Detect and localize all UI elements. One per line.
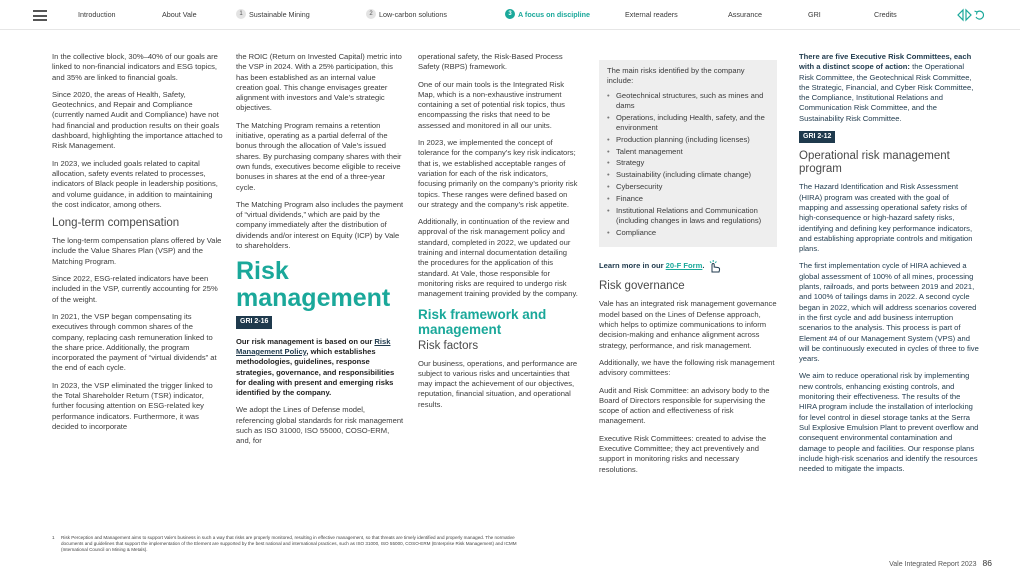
- nav-gri[interactable]: GRI: [808, 10, 821, 19]
- list-item: • Geotechnical structures, such as mines and dams: [607, 91, 769, 112]
- paragraph: In 2021, the VSP began compensating its executives through common shares of the company, replacing cash remuneration linked to the share price. Additionally, the program incorporated the payment of “virtual dividends” at the end of each cycle.: [52, 311, 217, 373]
- gri-badge: GRI 2-12: [799, 131, 835, 143]
- section-title-risk-management: Risk management: [236, 257, 391, 313]
- nav-credits[interactable]: Credits: [874, 10, 897, 19]
- footnote-number: 1: [52, 535, 55, 540]
- pointer-hand-icon: [707, 259, 723, 273]
- paragraph: We adopt the Lines of Defense model, referencing global standards for risk management such as ISO 31000, ISO 55000, COSO-ERM, and, for: [236, 405, 404, 446]
- paragraph: Additionally, we have the following risk management advisory committees:: [599, 357, 775, 378]
- paragraph: The first implementation cycle of HIRA achieved a global assessment of 100% of all mines, processing plants, railroads, and ports between 2019 and 2021, and 100% of tailings dams in 2022. A second cycle began in 2022, which will address scenarios covered in the first cycle and add business interruption scenarios to the analysis. This process is part of Element #4 of our Management System (VPS) and will be continuously executed in cycles of three to five years.: [799, 261, 979, 364]
- list-item: • Compliance: [607, 228, 769, 238]
- paragraph: In 2023, the VSP eliminated the trigger linked to the Total Shareholder Return (TSR) indicator, further focusing attention on ESG-related key performance indicators. Furthermore, it was decided to incorporate: [52, 380, 213, 431]
- paragraph: We aim to reduce operational risk by implementing new controls, enhancing existing controls, and monitoring their effectiveness. The results of the HIRA program include the installation of interlocking for level control in diesel storage tanks at the Serra Sul Explosive Emulsion Plant to prevent overflow and consequent environmental contamination and damage to people and facilities. Our response plans include high-risk scenarios and identify the resources needed to mitigate the impacts.: [799, 371, 979, 474]
- long-term-compensation-heading: Long-term compensation: [52, 217, 180, 230]
- previous-page-icon[interactable]: [958, 10, 963, 20]
- gri-badge: GRI 2-16: [236, 316, 272, 328]
- paragraph: Additionally, in continuation of the review and approval of the risk management policy and standard, completed in 2022, we updated our training and internal documentation detailing the procedures for the application of this standard. At Vale, those responsible for monitoring risks are required to undergo risk management training provided by the company.: [418, 217, 578, 299]
- column-5: [799, 52, 979, 481]
- executive-committees-lead: There are five Executive Risk Committees, each with a distinct scope of action: the Operational Risk Committee, the Geotechnical Risk Committee, the Strategic, Financial, and Cyber Risk Committee, the Compliance, Institutional Relations and Communication Risk Committee, and the Sustainability Risk Committee.: [799, 52, 974, 123]
- page-navigation-arrows: [957, 8, 985, 22]
- operational-risk-heading: Operational risk management program: [799, 150, 950, 176]
- paragraph: In 2023, we included goals related to capital allocation, safety events related to processes, indicators of Black people in leadership positions, and volume guidance, in addition to maintaining the cost indicator, among others.: [52, 158, 218, 209]
- paragraph: The Hazard Identification and Risk Assessment (HIRA) program was created with the goal of mapping and assessing operational safety risks of high-consequence or high-hazard safety risks, identifying and defining key performance indicators, and establishing appropriate controls and mitigation plans.: [799, 182, 973, 254]
- top-navigation: [0, 0, 1020, 30]
- 20f-form-link[interactable]: 20-F Form: [665, 261, 703, 271]
- nav-number-badge: 2: [366, 9, 376, 19]
- page-footer: [889, 558, 992, 568]
- list-item: • Operations, including Health, safety, and the environment: [607, 113, 769, 134]
- paragraph: Vale has an integrated risk management governance model based on the Lines of Defense approach, which helps to optimize communications to inform decision-making and enhance alignment across strategy, performance, and risk management.: [599, 299, 777, 350]
- report-name: Vale Integrated Report 2023: [889, 561, 977, 568]
- learn-more: Learn more in our 20-F Form.: [599, 259, 777, 273]
- paragraph: The Matching Program remains a retention initiative, operating as a partial deferral of the bonus through the allocation of Vale’s issued shares. By purchasing company shares with their own funds, executives become eligible to receive bonuses in shares at the end of a three-year cycle.: [236, 120, 402, 192]
- paragraph: The long-term compensation plans offered by Vale include the Value Shares Plan (VSP) and the Matching Program.: [52, 236, 222, 266]
- nav-focus-on-discipline[interactable]: 3 A focus on discipline: [505, 10, 590, 20]
- main-risks-box: [599, 60, 777, 247]
- paragraph: The Matching Program also includes the payment of “virtual dividends,” which are paid by the company immediately after the distribution of dividends and/or interest on Equity (ICP) by Vale to shareholders.: [236, 199, 404, 251]
- main-risks-list: [607, 91, 769, 238]
- paragraph: Audit and Risk Committee: an advisory body to the Board of Directors responsible for supervising the scope of action and effectiveness of risk management.: [599, 385, 770, 426]
- list-item: • Finance: [607, 194, 769, 204]
- list-item: • Talent management: [607, 147, 769, 157]
- paragraph: In the collective block, 30%–40% of our goals are linked to non-financial indicators and ESG topics, and 35% are linked to financial goals.: [52, 52, 218, 82]
- column-2: [236, 52, 404, 454]
- risk-governance-heading: Risk governance: [599, 280, 685, 293]
- page-number: 86: [982, 558, 992, 568]
- column-1: [52, 52, 224, 439]
- column-3: [418, 52, 578, 417]
- back-arrowhead-icon: [975, 11, 978, 15]
- list-item: • Production planning (including licenses): [607, 135, 769, 145]
- nav-low-carbon-solutions[interactable]: 2 Low-carbon solutions: [366, 10, 447, 20]
- nav-introduction[interactable]: Introduction: [78, 10, 116, 19]
- nav-about-vale[interactable]: About Vale: [162, 10, 197, 19]
- paragraph: Our business, operations, and performance are subject to various risks and uncertainties that may impact the achievement of our objectives, reputation, financial situation, and operational results.: [418, 358, 578, 409]
- column-4: [599, 60, 777, 482]
- footnote-text: Risk Perception and Management aims to support Vale’s business in such a way that risks are properly monitored, resulting in effective management, so that threats are timely identified and properly managed. The normative documents and guidelines that support the implementation of the Element are supported by the best national and international practices, such as ISO 31000, ISO 55000, COSO-ERM (Enterprise Risk Management) and ICMM (International Council on Mining & Metals).: [61, 535, 517, 552]
- list-item: • Institutional Relations and Communication (including changes in laws and regulations): [607, 206, 769, 227]
- paragraph: operational safety, the Risk-Based Process Safety (RBPS) framework.: [418, 52, 563, 72]
- paragraph: In 2023, we implemented the concept of tolerance for the company’s key risk indicators; that is, we established acceptable ranges of variation for each of the risk indicators, focusing primarily on the company’s priority risk topics. These ranges were defined based on our strategy and the company’s risk appetite.: [418, 138, 578, 209]
- nav-external-readers[interactable]: External readers: [625, 10, 678, 19]
- list-item: • Strategy: [607, 158, 769, 168]
- next-page-icon[interactable]: [966, 10, 971, 20]
- paragraph: Since 2020, the areas of Health, Safety, Geotechnics, and Repair and Compliance (currently named Audit and Compliance) have not had financial and production results on their goals dashboard, highlighting the importance attached to Risk Management.: [52, 89, 223, 151]
- hamburger-menu-icon[interactable]: [33, 10, 47, 21]
- nav-assurance[interactable]: Assurance: [728, 10, 762, 19]
- nav-number-badge: 3: [505, 9, 515, 19]
- footnote: [52, 535, 522, 553]
- risk-framework-heading: Risk framework and management: [418, 306, 547, 337]
- paragraph: One of our main tools is the Integrated Risk Map, which is a non-exhaustive instrument containing a set of potential risk topics, thus encompassing the risks that need to be assessed and monitored in all our units.: [418, 79, 565, 130]
- risk-management-lead: Our risk management is based on our Risk Management Policy, which establishes methodologies, guidelines, response strategies, governance, and responsibilities for dealing with present and emerging risks identified by the company.: [236, 336, 395, 398]
- risk-factors-heading: Risk factors: [418, 339, 479, 352]
- paragraph: Since 2022, ESG-related indicators have been included in the VSP, currently accounting for 25% of the weight.: [52, 274, 218, 304]
- paragraph: Executive Risk Committees: created to advise the Executive Committee; they act preventively and support in monitoring risks and necessary resolutions.: [599, 433, 767, 474]
- paragraph: the ROIC (Return on Invested Capital) metric into the VSP in 2024. With a 25% participation, this has been established as an internal value creation goal. This change envisages greater alignment with investors and Vale’s strategic objectives.: [236, 52, 402, 113]
- risk-management-policy-link[interactable]: Risk Management Policy: [236, 336, 391, 356]
- main-risks-title: The main risks identified by the company include:: [607, 66, 745, 86]
- nav-sustainable-mining[interactable]: 1 Sustainable Mining: [236, 10, 310, 20]
- list-item: • Sustainability (including climate change): [607, 170, 769, 180]
- nav-number-badge: 1: [236, 9, 246, 19]
- list-item: • Cybersecurity: [607, 182, 769, 192]
